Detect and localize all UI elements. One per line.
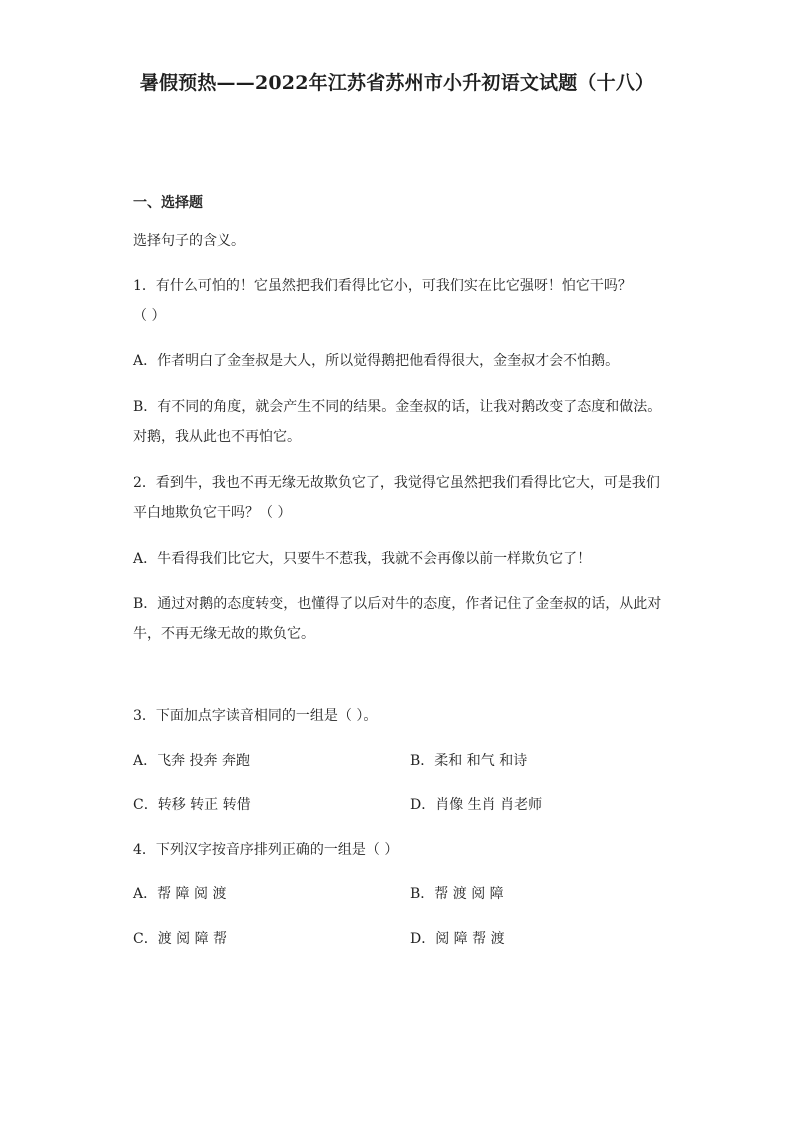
question-4-option-c: C．渡 阅 障 帮	[133, 931, 228, 947]
section-heading: 一、选择题	[133, 195, 203, 211]
question-4-option-a: A．帮 障 阅 渡	[133, 886, 227, 902]
question-2-stem-continued: 平白地欺负它干吗？（ ）	[133, 505, 292, 521]
question-1-option-a: A．作者明白了金奎叔是大人，所以觉得鹅把他看得很大，金奎叔才会不怕鹅。	[133, 353, 620, 369]
question-2-option-b-continued: 牛，不再无缘无故的欺负它。	[133, 626, 315, 642]
question-4-option-d: D．阅 障 帮 渡	[410, 931, 505, 947]
question-1-option-b: B．有不同的角度，就会产生不同的结果。金奎叔的话，让我对鹅改变了态度和做法。	[133, 399, 662, 415]
question-3-option-a: A．飞奔 投奔 奔跑	[133, 753, 251, 769]
question-2-stem: 2．看到牛，我也不再无缘无故欺负它了，我觉得它虽然把我们看得比它大，可是我们	[133, 475, 660, 491]
question-1-stem: 1．有什么可怕的！它虽然把我们看得比它小，可我们实在比它强呀！怕它干吗？	[133, 278, 632, 294]
question-1-option-b-continued: 对鹅，我从此也不再怕它。	[133, 429, 301, 445]
question-2-option-b: B．通过对鹅的态度转变，也懂得了以后对牛的态度，作者记住了金奎叔的话，从此对	[133, 596, 662, 612]
section-instruction: 选择句子的含义。	[133, 233, 245, 249]
question-4-option-b: B．帮 渡 阅 障	[410, 886, 504, 902]
question-3-stem: 3．下面加点字读音相同的一组是（ ）。	[133, 708, 378, 724]
question-1-answer-blank: （ ）	[133, 308, 166, 324]
question-2-option-a: A．牛看得我们比它大，只要牛不惹我，我就不会再像以前一样欺负它了！	[133, 551, 592, 567]
question-3-option-d: D．肖像 生肖 肖老师	[410, 797, 543, 813]
page-title: 暑假预热——2022年江苏省苏州市小升初语文试题（十八）	[139, 72, 655, 94]
question-4-stem: 4．下列汉字按音序排列正确的一组是（ ）	[133, 842, 399, 858]
question-3-option-c: C．转移 转正 转借	[133, 797, 251, 813]
question-3-option-b: B．柔和 和气 和诗	[410, 753, 528, 769]
